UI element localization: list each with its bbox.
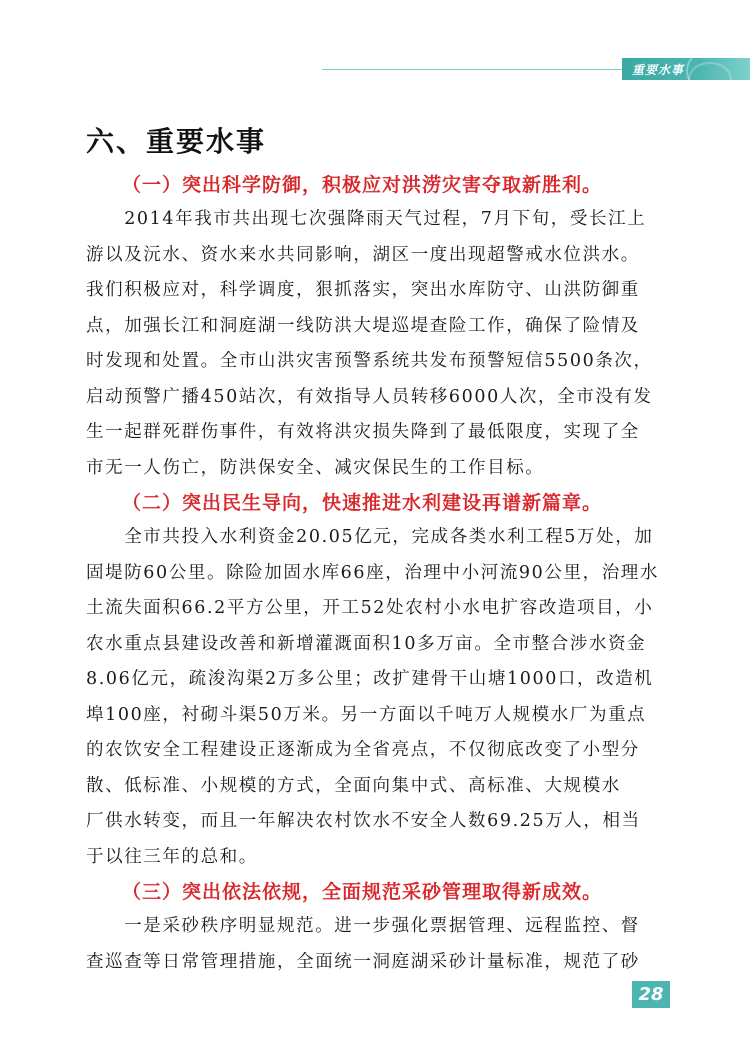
subsection-heading-1: （一）突出科学防御，积极应对洪涝灾害夺取新胜利。 <box>122 174 603 196</box>
text-line: 厂供水转变，而且一年解决农村饮水不安全人数69.25万人，相当 <box>86 811 641 831</box>
text-line: 的农饮安全工程建设正逐渐成为全省亮点，不仅彻底改变了小型分 <box>86 740 640 760</box>
text-line: 2014年我市共出现七次强降雨天气过程，7月下旬，受长江上 <box>86 209 647 229</box>
subsection-heading-3: （三）突出依法依规，全面规范采砂管理取得新成效。 <box>122 881 603 903</box>
subsection-heading-2: （二）突出民生导向，快速推进水利建设再谱新篇章。 <box>122 492 603 514</box>
text-line: 埠100座，衬砌斗渠50万米。另一方面以千吨万人规模水厂为重点 <box>86 704 647 725</box>
text-line: 点，加强长江和洞庭湖一线防洪大堤巡堤查险工作，确保了险情及 <box>86 315 640 336</box>
section-title: 六、重要水事 <box>86 125 267 158</box>
text-line: 土流失面积66.2平方公里，开工52处农村小水电扩容改造项目，小 <box>86 598 654 618</box>
paragraph-2 <box>86 520 668 875</box>
text-line: 我们积极应对，科学调度，狠抓落实，突出水库防守、山洪防御重 <box>86 280 640 300</box>
text-line: 散、低标准、小规模的方式，全面向集中式、高标准、大规模水 <box>86 775 621 796</box>
page-body <box>86 168 668 980</box>
text-line: 启动预警广播450站次，有效指导人员转移6000人次，全市没有发 <box>86 386 653 407</box>
paragraph-3 <box>86 909 668 980</box>
text-line: 固堤防60公里。除险加固水库66座，治理中小河流90公里，治理水 <box>86 562 660 583</box>
text-line: 市无一人伤亡，防洪保安全、减灾保民生的工作目标。 <box>86 457 545 478</box>
page-number: 28 <box>632 981 670 1008</box>
header-rule <box>322 69 622 70</box>
running-header <box>622 58 750 80</box>
text-line: 查巡查等日常管理措施，全面统一洞庭湖采砂计量标准，规范了砂 <box>86 951 640 972</box>
text-line: 全市共投入水利资金20.05亿元，完成各类水利工程5万处，加 <box>86 527 654 547</box>
running-header-label: 重要水事 <box>632 63 685 77</box>
paragraph-1 <box>86 202 668 486</box>
text-line: 于以往三年的总和。 <box>86 846 258 867</box>
text-line: 游以及沅水、资水来水共同影响，湖区一度出现超警戒水位洪水。 <box>86 244 640 265</box>
text-line: 农水重点县建设改善和新增灌溉面积10多万亩。全市整合涉水资金 <box>86 633 647 654</box>
text-line: 8.06亿元，疏浚沟渠2万多公里；改扩建骨干山塘1000口，改造机 <box>86 669 654 689</box>
text-line: 时发现和处置。全市山洪灾害预警系统共发布预警短信5500条次， <box>86 351 653 371</box>
text-line: 一是采砂秩序明显规范。进一步强化票据管理、远程监控、督 <box>86 916 640 936</box>
text-line: 生一起群死群伤事件，有效将洪灾损失降到了最低限度，实现了全 <box>86 422 640 442</box>
